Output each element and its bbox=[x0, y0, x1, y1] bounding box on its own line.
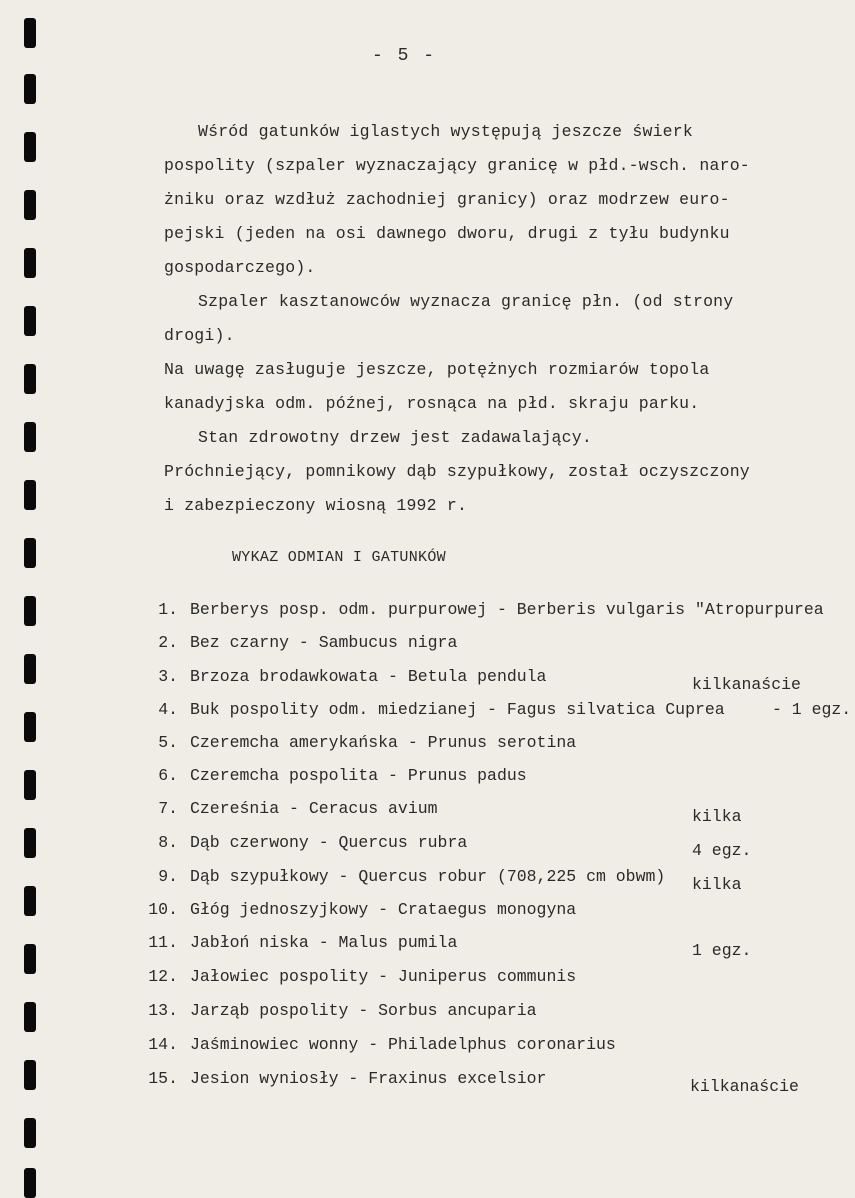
paragraph-line: pejski (jeden na osi dawnego dworu, drugi z tyłu budynku bbox=[164, 224, 730, 243]
binding-hole bbox=[24, 828, 36, 858]
list-item-species: Czeremcha amerykańska - Prunus serotina bbox=[190, 733, 577, 752]
binding-hole bbox=[24, 18, 36, 48]
binding-hole bbox=[24, 1060, 36, 1090]
paragraph-line: pospolity (szpaler wyznaczający granicę w płd.-wsch. naro- bbox=[164, 156, 750, 175]
list-item-number: 7. bbox=[158, 799, 178, 818]
paragraph-line: drogi). bbox=[164, 326, 235, 345]
binding-hole bbox=[24, 480, 36, 510]
list-item-number: 1. bbox=[158, 600, 178, 619]
paragraph-line: Szpaler kasztanowców wyznacza granicę płn. (od strony bbox=[198, 292, 734, 311]
binding-hole bbox=[24, 132, 36, 162]
list-item-number: 8. bbox=[158, 833, 178, 852]
paragraph-line: kanadyjska odm. późnej, rosnąca na płd. skraju parku. bbox=[164, 394, 700, 413]
list-item-quantity: kilkanaście bbox=[690, 1077, 799, 1096]
list-item-quantity: - 1 egz. bbox=[772, 700, 852, 719]
binding-hole bbox=[24, 1168, 36, 1198]
list-item-species: Bez czarny - Sambucus nigra bbox=[190, 633, 458, 652]
list-item-quantity: kilka bbox=[692, 875, 742, 894]
list-item-quantity: kilka bbox=[692, 807, 742, 826]
binding-hole bbox=[24, 654, 36, 684]
binding-hole bbox=[24, 190, 36, 220]
list-item-number: 6. bbox=[158, 766, 178, 785]
list-item-number: 3. bbox=[158, 667, 178, 686]
binding-hole bbox=[24, 712, 36, 742]
list-item-number: 4. bbox=[158, 700, 178, 719]
list-item-number: 12. bbox=[148, 967, 178, 986]
binding-hole bbox=[24, 364, 36, 394]
list-item-number: 2. bbox=[158, 633, 178, 652]
paragraph-line: gospodarczego). bbox=[164, 258, 316, 277]
list-item-number: 13. bbox=[148, 1001, 178, 1020]
binding-hole bbox=[24, 1002, 36, 1032]
list-item-species: Berberys posp. odm. purpurowej - Berberis vulgaris "Atropurpurea bbox=[190, 600, 824, 619]
paragraph-line: żniku oraz wzdłuż zachodniej granicy) oraz modrzew euro- bbox=[164, 190, 730, 209]
binding-hole bbox=[24, 248, 36, 278]
list-item-species: Dąb szypułkowy - Quercus robur (708,225 cm obwm) bbox=[190, 867, 666, 886]
list-item-species: Jałowiec pospolity - Juniperus communis bbox=[190, 967, 577, 986]
list-heading: WYKAZ ODMIAN I GATUNKÓW bbox=[232, 549, 446, 566]
list-item-number: 9. bbox=[158, 867, 178, 886]
list-item-quantity: kilkanaście bbox=[692, 675, 801, 694]
list-item-number: 14. bbox=[148, 1035, 178, 1054]
list-item-number: 15. bbox=[148, 1069, 178, 1088]
list-item-species: Dąb czerwony - Quercus rubra bbox=[190, 833, 468, 852]
paragraph-line: Na uwagę zasługuje jeszcze, potężnych rozmiarów topola bbox=[164, 360, 710, 379]
binding-hole bbox=[24, 944, 36, 974]
list-item-quantity: 1 egz. bbox=[692, 941, 752, 960]
list-item-species: Jarząb pospolity - Sorbus ancuparia bbox=[190, 1001, 537, 1020]
list-item-species: Jesion wyniosły - Fraxinus excelsior bbox=[190, 1069, 547, 1088]
page-number: - 5 - bbox=[372, 46, 437, 66]
binding-hole bbox=[24, 770, 36, 800]
list-item-species: Brzoza brodawkowata - Betula pendula bbox=[190, 667, 547, 686]
list-item-species: Czeremcha pospolita - Prunus padus bbox=[190, 766, 527, 785]
paragraph-line: i zabezpieczony wiosną 1992 r. bbox=[164, 496, 468, 515]
binding-hole bbox=[24, 74, 36, 104]
binding-hole bbox=[24, 596, 36, 626]
list-item-species: Buk pospolity odm. miedzianej - Fagus silvatica Cuprea bbox=[190, 700, 725, 719]
binding-hole bbox=[24, 306, 36, 336]
paragraph-line: Stan zdrowotny drzew jest zadawalający. bbox=[198, 428, 592, 447]
list-item-quantity: 4 egz. bbox=[692, 841, 752, 860]
binding-hole bbox=[24, 1118, 36, 1148]
binding-hole bbox=[24, 886, 36, 916]
paragraph-line: Wśród gatunków iglastych występują jeszcze świerk bbox=[198, 122, 693, 141]
list-item-species: Czereśnia - Ceracus avium bbox=[190, 799, 438, 818]
binding-hole bbox=[24, 422, 36, 452]
list-item-number: 5. bbox=[158, 733, 178, 752]
list-item-species: Jaśminowiec wonny - Philadelphus coronarius bbox=[190, 1035, 616, 1054]
list-item-number: 11. bbox=[148, 933, 178, 952]
list-item-species: Jabłoń niska - Malus pumila bbox=[190, 933, 458, 952]
list-item-species: Głóg jednoszyjkowy - Crataegus monogyna bbox=[190, 900, 577, 919]
paragraph-line: Próchniejący, pomnikowy dąb szypułkowy, został oczyszczony bbox=[164, 462, 750, 481]
binding-hole bbox=[24, 538, 36, 568]
list-item-number: 10. bbox=[148, 900, 178, 919]
